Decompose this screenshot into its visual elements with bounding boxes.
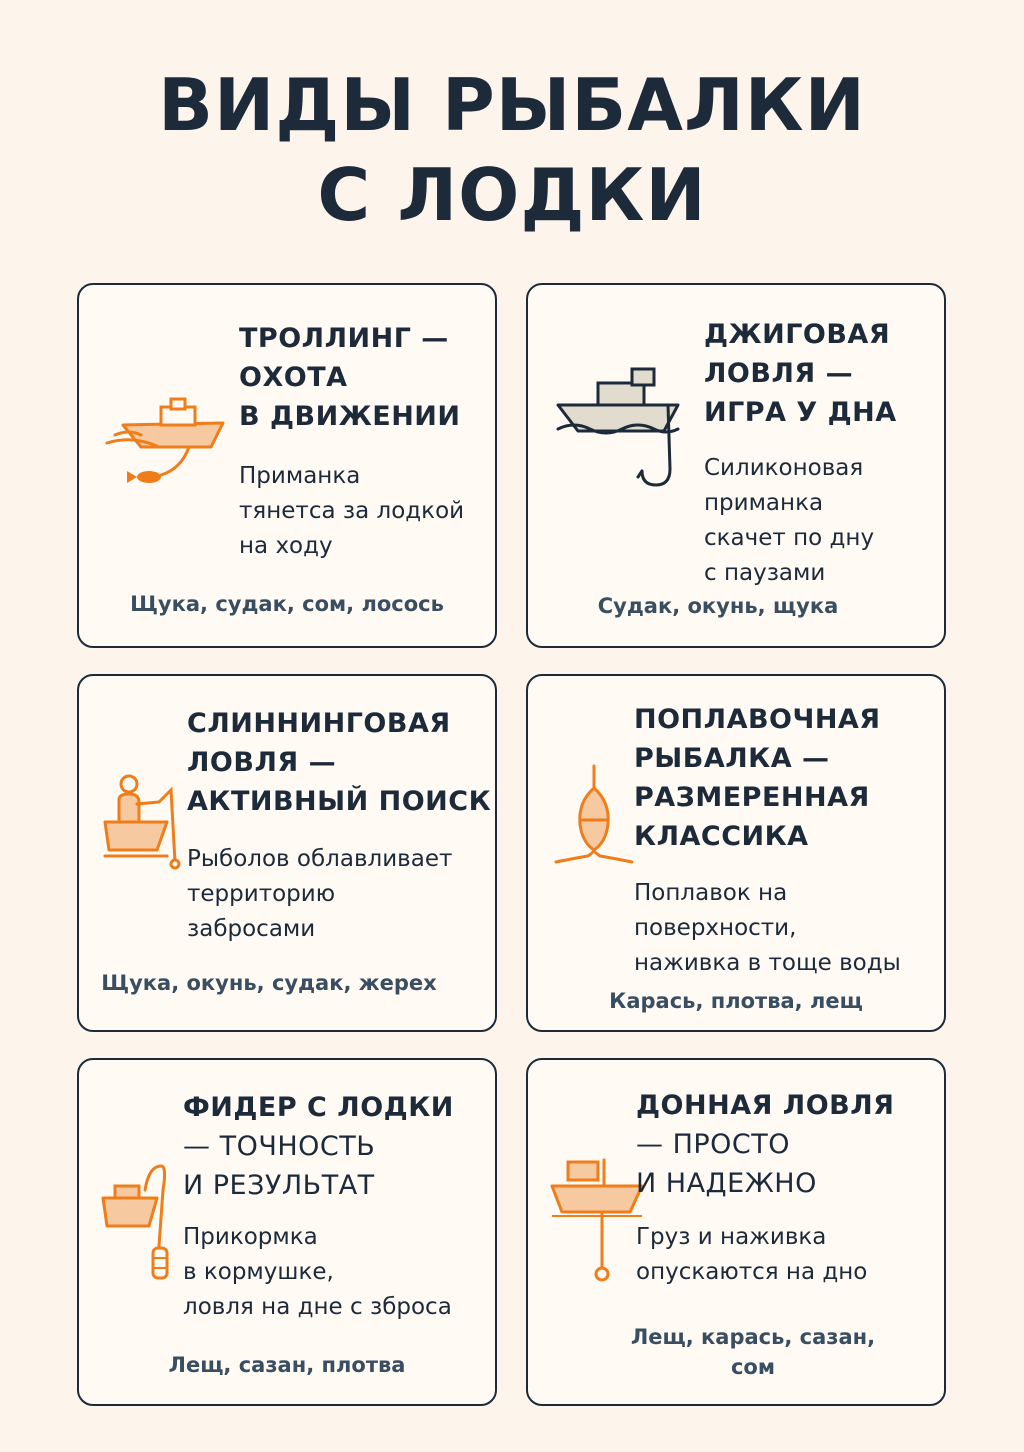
card-heading: ФИДЕР С ЛОДКИ — ТОЧНОСТЬ И РЕЗУЛЬТАТ bbox=[183, 1092, 454, 1201]
title-line-1: ВИДЫ РЫБАЛКИ bbox=[158, 63, 866, 147]
card-description: Прикормка в кормушке, ловля на дне с зброса bbox=[183, 1224, 452, 1320]
fish-list: Карась, плотва, лещ bbox=[609, 989, 863, 1013]
fish-list: Судак, окунь, щука bbox=[597, 594, 839, 618]
fish-list: Лещ, сазан, плотва bbox=[168, 1353, 406, 1377]
card-heading: ДОННАЯ ЛОВЛЯ — ПРОСТО И НАДЕЖНО bbox=[636, 1090, 895, 1199]
page-title bbox=[0, 60, 1024, 240]
card-heading: СЛИННИНГОВАЯ ЛОВЛЯ — АКТИВНЫЙ ПОИСК bbox=[187, 708, 492, 817]
card-jig bbox=[526, 283, 946, 648]
float-icon bbox=[554, 762, 634, 872]
fish-list: Щука, окунь, судак, жерех bbox=[101, 971, 437, 995]
card-spinning bbox=[77, 674, 497, 1032]
card-description: Приманка тянетса за лодкой на ходу bbox=[239, 463, 465, 559]
card-heading: ПОПЛАВОЧНАЯ РЫБАЛКА — РАЗМЕРЕННАЯ КЛАССИКА bbox=[634, 704, 881, 852]
angler-in-boat-icon bbox=[101, 772, 191, 882]
card-trolling bbox=[77, 283, 497, 648]
card-bottom-fishing bbox=[526, 1058, 946, 1406]
feeder-boat-icon bbox=[101, 1160, 181, 1290]
bottom-fishing-boat-icon bbox=[550, 1156, 650, 1286]
card-heading: ТРОЛЛИНГ — ОХОТА В ДВИЖЕНИИ bbox=[239, 323, 461, 432]
card-description: Силиконовая приманка скачет по дну с паузами bbox=[704, 455, 875, 586]
card-description: Поплавок на поверхности, наживка в тоще воды bbox=[634, 880, 901, 976]
fish-list: Лещ, карась, сазан, сом bbox=[630, 1325, 876, 1379]
trolling-boat-icon bbox=[103, 395, 233, 495]
card-description: Груз и наживка опускаются на дно bbox=[636, 1224, 868, 1285]
card-description: Рыболов облавливает территорию забросами bbox=[187, 846, 453, 942]
card-heading: ДЖИГОВАЯ ЛОВЛЯ — ИГРА У ДНА bbox=[704, 319, 897, 428]
fish-list: Щука, судак, сом, лосось bbox=[130, 592, 444, 616]
title-line-2: С ЛОДКИ bbox=[317, 153, 707, 237]
card-float bbox=[526, 674, 946, 1032]
boat-with-hook-icon bbox=[554, 365, 684, 495]
card-feeder bbox=[77, 1058, 497, 1406]
